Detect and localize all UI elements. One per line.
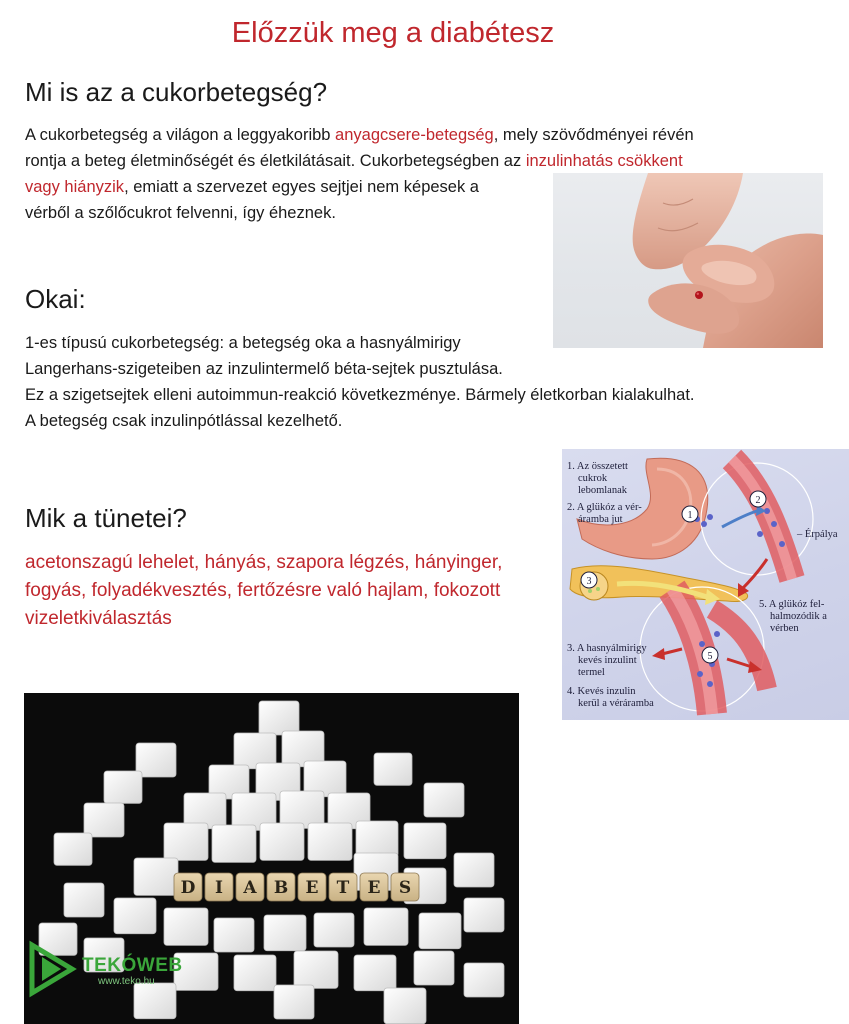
symptoms-line: acetonszagú lehelet, hányás, szapora légzés, hányinger, bbox=[25, 552, 503, 573]
sugar-cube bbox=[134, 858, 178, 895]
diagram-label: cukrok bbox=[578, 473, 608, 484]
sugar-cube bbox=[260, 823, 304, 860]
sugar-cube bbox=[64, 883, 104, 917]
sugar-cube bbox=[294, 951, 338, 988]
die-letter: E bbox=[367, 878, 381, 898]
section2-paragraph bbox=[25, 330, 694, 434]
sugar-cube bbox=[464, 898, 504, 932]
die-letter: B bbox=[273, 878, 289, 898]
logo-url: www.teko.hu bbox=[98, 976, 155, 987]
sugar-cube bbox=[274, 985, 314, 1019]
text-run: , mely szövődményei révén bbox=[493, 126, 694, 144]
diagram-label: 3. A hasnyálmirigy bbox=[567, 643, 647, 654]
diagram-label: 1. Az összetett bbox=[567, 461, 628, 472]
logo-name: TEKÓWEB bbox=[82, 955, 183, 976]
diagram-label: áramba jut bbox=[578, 514, 623, 525]
diagram-label: vérben bbox=[770, 623, 799, 634]
sugar-cube bbox=[136, 743, 176, 777]
sugar-cubes-photo bbox=[24, 693, 519, 1024]
sugar-cube bbox=[364, 908, 408, 945]
sugar-cube bbox=[214, 918, 254, 952]
marker-3: 3 bbox=[586, 576, 592, 587]
sugar-cube bbox=[104, 771, 142, 803]
diagram-label: 5. A glükóz fel- bbox=[759, 599, 825, 610]
sugar-cube bbox=[404, 823, 446, 859]
sugar-cube bbox=[308, 823, 352, 860]
symptoms-line: fogyás, folyadékvesztés, fertőzésre való hajlam, fokozott bbox=[25, 580, 501, 601]
diagram-label: kevés inzulint bbox=[578, 655, 637, 666]
diagram-label: lebomlanak bbox=[578, 485, 627, 496]
sugar-cube bbox=[134, 983, 176, 1019]
marker-1: 1 bbox=[687, 510, 693, 521]
sugar-cube bbox=[384, 988, 426, 1024]
die-letter: I bbox=[215, 878, 223, 898]
sugar-cube bbox=[354, 955, 396, 991]
highlight-term: vagy hiányzik bbox=[25, 178, 125, 196]
die-letter: E bbox=[305, 878, 319, 898]
sugar-cube bbox=[356, 821, 398, 857]
diagram-label: termel bbox=[578, 667, 605, 678]
sugar-cube bbox=[114, 898, 156, 934]
highlight-term: anyagcsere-betegség bbox=[335, 126, 494, 144]
sugar-cube bbox=[212, 825, 256, 862]
sugar-cube bbox=[454, 853, 494, 887]
sugar-cube bbox=[419, 913, 461, 949]
paragraph-line: 1-es típusú cukorbetegség: a betegség oka a hasnyálmirigy bbox=[25, 334, 461, 352]
die-letter: A bbox=[243, 878, 257, 898]
text-run: A cukorbetegség a világon a leggyakoribb bbox=[25, 126, 336, 144]
die-letter: D bbox=[180, 878, 196, 898]
paragraph-line bbox=[25, 148, 694, 174]
text-run: , emiatt a szervezet egyes sejtjei nem képesek a bbox=[124, 178, 479, 196]
section-heading-causes: Okai: bbox=[25, 284, 86, 314]
highlight-term: inzulinhatás csökkent bbox=[525, 152, 683, 170]
diagram-label: 2. A glükóz a vér- bbox=[567, 502, 642, 513]
die-letter: S bbox=[398, 878, 412, 898]
sugar-cube bbox=[234, 955, 276, 991]
paragraph-line: A betegség csak inzulinpótlással kezelhető. bbox=[25, 412, 343, 430]
sugar-cube bbox=[164, 908, 208, 945]
diagram-label: 4. Kevés inzulin bbox=[567, 686, 636, 697]
die-letter: T bbox=[336, 878, 350, 898]
sugar-cube bbox=[414, 951, 454, 985]
sugar-cube bbox=[464, 963, 504, 997]
sugar-cube bbox=[374, 753, 412, 785]
section-heading-what-is: Mi is az a cukorbetegség? bbox=[25, 77, 328, 107]
text-run: rontja a beteg életminőségét és életkilátásait. Cukorbetegségben az bbox=[25, 152, 526, 170]
section-heading-symptoms: Mik a tünetei? bbox=[25, 503, 187, 533]
sugar-cube bbox=[84, 803, 124, 837]
symptoms-list bbox=[25, 549, 502, 633]
sugar-cube bbox=[264, 915, 306, 951]
vein-label: Érpálya bbox=[804, 529, 838, 540]
sugar-cube bbox=[314, 913, 354, 947]
finger-prick-illustration bbox=[553, 173, 823, 348]
sugar-cube bbox=[259, 701, 299, 735]
page-title: Előzzük meg a diabétesz bbox=[231, 17, 555, 49]
paragraph-line bbox=[25, 122, 694, 148]
paragraph-line: Ez a szigetsejtek elleni autoimmun-reakció következménye. Bármely életkorban kialakulhat. bbox=[25, 386, 695, 404]
sugar-cube bbox=[54, 833, 92, 865]
text-run: vérből a szőlőcukrot felvenni, így éheznek. bbox=[25, 204, 336, 222]
diagram-label: kerül a véráramba bbox=[578, 698, 654, 709]
paragraph-line: Langerhans-szigeteiben az inzulintermelő béta-sejtek pusztulása. bbox=[25, 360, 503, 378]
marker-2: 2 bbox=[755, 495, 761, 506]
diagram-label-vein: – Érpálya bbox=[797, 529, 838, 540]
sugar-cube bbox=[164, 823, 208, 860]
glucose-pathway-diagram bbox=[562, 449, 849, 720]
sugar-cube bbox=[424, 783, 464, 817]
diagram-label: halmozódik a bbox=[770, 611, 827, 622]
marker-5: 5 bbox=[707, 651, 713, 662]
finger-prick-photo bbox=[553, 173, 823, 348]
symptoms-line: vizeletkiválasztás bbox=[25, 608, 172, 629]
